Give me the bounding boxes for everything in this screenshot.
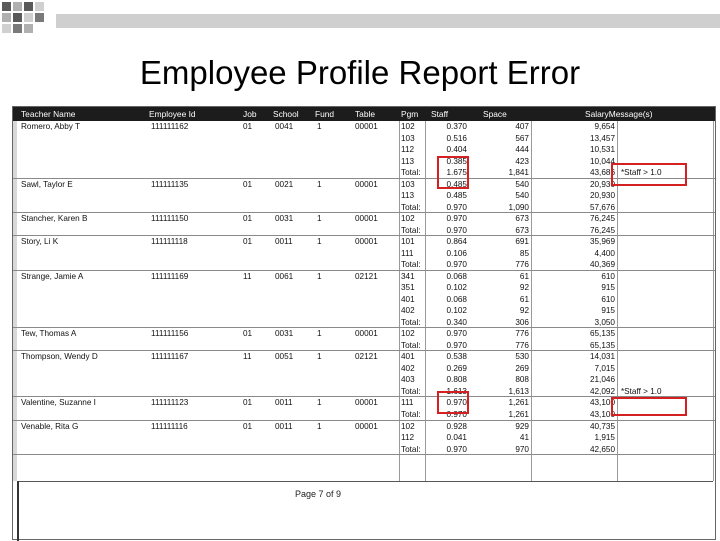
cell-salary: 4,400: [594, 248, 615, 258]
cell-employee-id: 111111150: [151, 214, 189, 224]
report-header-row: [13, 107, 715, 121]
cell-employee-id: 111111156: [151, 329, 189, 339]
cell-staff: 0.864: [446, 237, 467, 247]
cell-job: 11: [243, 352, 252, 362]
table-row: [13, 363, 715, 375]
cell-staff: 0.106: [446, 248, 467, 258]
cell-job: 01: [243, 237, 253, 247]
cell-salary: 42,650: [589, 444, 615, 454]
col-header-salary-messages: SalaryMessage(s): [585, 109, 653, 119]
cell-salary: 57,676: [589, 202, 615, 212]
cell-employee-id: 111111162: [151, 122, 189, 131]
table-row: [13, 190, 715, 202]
cell-pgm: 111: [401, 398, 414, 408]
cell-school: 0021: [275, 179, 294, 189]
cell-space: 41: [519, 433, 529, 443]
cell-staff: 0.068: [446, 294, 467, 304]
table-row: [13, 236, 715, 248]
col-header-table: Table: [355, 109, 376, 119]
cell-job: 11: [243, 271, 252, 281]
cell-staff: 0.970: [446, 444, 467, 454]
cell-salary: 43,100: [589, 398, 615, 408]
table-row: [13, 421, 715, 433]
table-row: [13, 282, 715, 294]
report-bottom-rule: [17, 481, 713, 482]
cell-table: 00001: [355, 329, 378, 339]
cell-space: 444: [515, 145, 529, 155]
cell-table: 00001: [355, 179, 378, 189]
table-row: [13, 455, 715, 467]
cell-employee-id: 111111167: [151, 352, 189, 362]
cell-staff: 0.970: [446, 202, 467, 212]
cell-job: 01: [243, 179, 253, 189]
table-row: [13, 144, 715, 156]
cell-pgm: Total:: [401, 202, 421, 212]
cell-pgm: Total:: [401, 317, 421, 327]
cell-teacher-name: Valentine, Suzanne I: [21, 398, 96, 408]
cell-space: 567: [515, 133, 529, 143]
cell-salary: 42,092: [589, 386, 615, 396]
table-row: [13, 259, 715, 271]
slide-corner-decoration: [0, 0, 60, 40]
cell-staff: 0.404: [446, 145, 467, 155]
error-highlight-message-2: [611, 397, 687, 416]
cell-pgm: 103: [401, 179, 415, 189]
cell-space: 1,261: [508, 410, 529, 419]
cell-school: 0031: [275, 214, 294, 224]
cell-staff: 0.970: [446, 410, 467, 419]
table-row: [13, 294, 715, 306]
cell-fund: 1: [317, 329, 322, 339]
table-row: [13, 444, 715, 456]
cell-pgm: 403: [401, 375, 415, 385]
cell-staff: 0.516: [446, 133, 467, 143]
cell-table: 02121: [355, 352, 378, 362]
table-row: [13, 225, 715, 237]
cell-pgm: Total:: [401, 168, 421, 178]
cell-staff: 0.808: [446, 375, 467, 385]
col-header-employee-id: Employee Id: [149, 109, 196, 119]
cell-pgm: 103: [401, 133, 415, 143]
cell-staff: 0.370: [446, 122, 467, 131]
cell-salary: 9,654: [594, 122, 615, 131]
cell-table: 00001: [355, 237, 378, 247]
cell-school: 0041: [275, 122, 294, 131]
table-row: [13, 167, 715, 179]
cell-teacher-name: Strange, Jamie A: [21, 271, 84, 281]
table-row: [13, 248, 715, 260]
cell-staff: 0.970: [446, 260, 467, 270]
cell-staff: 0.970: [446, 329, 467, 339]
cell-space: 1,090: [508, 202, 529, 212]
cell-space: 61: [519, 294, 529, 304]
page-footer: Page 7 of 9: [295, 489, 342, 499]
cell-salary: 610: [601, 294, 615, 304]
cell-salary: 65,135: [589, 329, 615, 339]
cell-pgm: 341: [401, 271, 415, 281]
col-header-teacher: Teacher Name: [21, 109, 76, 119]
cell-salary: 915: [601, 306, 615, 316]
cell-space: 1,841: [508, 168, 529, 178]
cell-staff: 0.970: [446, 214, 467, 224]
cell-space: 92: [519, 283, 529, 293]
cell-pgm: 113: [401, 191, 415, 201]
cell-table: 00001: [355, 122, 378, 131]
table-row: [13, 121, 715, 133]
cell-salary: 10,044: [589, 156, 615, 166]
cell-school: 0011: [275, 421, 293, 431]
cell-salary: 35,969: [589, 237, 615, 247]
cell-staff: 0.385: [446, 156, 467, 166]
cell-pgm: 402: [401, 363, 415, 373]
cell-job: 01: [243, 122, 253, 131]
cell-fund: 1: [317, 179, 322, 189]
table-row: [13, 397, 715, 409]
cell-employee-id: 111111169: [151, 271, 189, 281]
cell-pgm: 112: [401, 433, 415, 443]
table-row: [13, 340, 715, 352]
error-highlight-staff-1: [437, 156, 469, 189]
cell-pgm: Total:: [401, 410, 421, 419]
cell-space: 1,261: [508, 398, 529, 408]
cell-pgm: 111: [401, 248, 414, 258]
cell-space: 540: [515, 191, 529, 201]
cell-teacher-name: Sawl, Taylor E: [21, 179, 73, 189]
table-row: [13, 432, 715, 444]
col-header-staff: Staff: [431, 109, 449, 119]
cell-fund: 1: [317, 237, 322, 247]
cell-teacher-name: Thompson, Wendy D: [21, 352, 98, 362]
cell-pgm: Total:: [401, 225, 421, 235]
cell-teacher-name: Tew, Thomas A: [21, 329, 77, 339]
cell-staff: 0.340: [446, 317, 467, 327]
cell-staff: 0.485: [446, 191, 467, 201]
cell-pgm: 102: [401, 214, 415, 224]
cell-table: 00001: [355, 398, 378, 408]
table-row: [13, 409, 715, 421]
cell-space: 306: [515, 317, 529, 327]
cell-staff: 0.970: [446, 398, 467, 408]
cell-staff: 0.102: [446, 283, 467, 293]
table-row: [13, 374, 715, 386]
cell-employee-id: 111111118: [151, 237, 188, 247]
table-row: [13, 202, 715, 214]
cell-employee-id: 111111123: [151, 398, 189, 408]
cell-job: 01: [243, 214, 253, 224]
cell-salary: 40,369: [589, 260, 615, 270]
cell-staff: 0.538: [446, 352, 467, 362]
cell-fund: 1: [317, 352, 322, 362]
cell-staff: 1.613: [446, 386, 467, 396]
cell-table: 00001: [355, 421, 378, 431]
cell-space: 269: [515, 363, 529, 373]
col-header-job: Job: [243, 109, 257, 119]
cell-space: 540: [515, 179, 529, 189]
cell-job: 01: [243, 329, 253, 339]
cell-pgm: 102: [401, 122, 415, 131]
cell-space: 673: [515, 214, 529, 224]
cell-salary: 43,100: [589, 410, 615, 419]
table-row: [13, 133, 715, 145]
cell-school: 0031: [275, 329, 294, 339]
cell-message: *Staff > 1.0: [621, 168, 662, 178]
cell-teacher-name: Venable, Rita G: [21, 421, 79, 431]
cell-table: 00001: [355, 214, 378, 224]
error-highlight-message-1: [611, 163, 687, 186]
cell-space: 85: [519, 248, 529, 258]
cell-space: 530: [515, 352, 529, 362]
cell-salary: 7,015: [594, 363, 615, 373]
cell-staff: 0.970: [446, 340, 467, 350]
cell-fund: 1: [317, 122, 322, 131]
cell-employee-id: 111111116: [151, 421, 188, 431]
error-highlight-staff-2: [437, 391, 469, 414]
cell-pgm: Total:: [401, 386, 421, 396]
cell-salary: 43,686: [589, 168, 615, 178]
cell-space: 423: [515, 156, 529, 166]
cell-space: 776: [515, 329, 529, 339]
cell-pgm: 102: [401, 329, 415, 339]
cell-staff: 0.041: [446, 433, 467, 443]
report-page: [12, 106, 716, 540]
table-row: [13, 317, 715, 329]
cell-space: 407: [515, 122, 529, 131]
cell-space: 776: [515, 340, 529, 350]
cell-space: 1,613: [508, 386, 529, 396]
col-header-school: School: [273, 109, 299, 119]
cell-school: 0051: [275, 352, 294, 362]
cell-space: 691: [515, 237, 529, 247]
cell-teacher-name: Stancher, Karen B: [21, 214, 88, 224]
cell-salary: 76,245: [589, 214, 615, 224]
col-header-space: Space: [483, 109, 507, 119]
cell-space: 929: [515, 421, 529, 431]
table-row: [13, 179, 715, 191]
table-row: [13, 351, 715, 363]
cell-table: 02121: [355, 271, 378, 281]
report-binding-strip: [17, 481, 19, 541]
cell-staff: 0.269: [446, 363, 467, 373]
cell-staff: 0.485: [446, 179, 467, 189]
cell-pgm: 113: [401, 156, 415, 166]
slide-header-band: [56, 14, 720, 28]
table-row: [13, 328, 715, 340]
table-row: [13, 467, 715, 479]
cell-space: 673: [515, 225, 529, 235]
table-row: [13, 386, 715, 398]
cell-salary: 65,135: [589, 340, 615, 350]
cell-salary: 610: [601, 271, 615, 281]
cell-salary: 10,531: [589, 145, 615, 155]
col-header-pgm: Pgm: [401, 109, 419, 119]
table-row: [13, 213, 715, 225]
cell-pgm: 102: [401, 421, 415, 431]
cell-job: 01: [243, 421, 253, 431]
cell-staff: 0.928: [446, 421, 467, 431]
cell-salary: 76,245: [589, 225, 615, 235]
cell-salary: 20,930: [589, 191, 615, 201]
cell-space: 61: [519, 271, 529, 281]
cell-salary: 915: [601, 283, 615, 293]
cell-pgm: Total:: [401, 444, 421, 454]
cell-salary: 20,930: [589, 179, 615, 189]
cell-pgm: Total:: [401, 260, 421, 270]
cell-salary: 14,031: [589, 352, 615, 362]
cell-salary: 1,915: [594, 433, 615, 443]
cell-message: *Staff > 1.0: [621, 386, 662, 396]
cell-pgm: 401: [401, 352, 415, 362]
cell-space: 776: [515, 260, 529, 270]
cell-space: 970: [515, 444, 529, 454]
cell-pgm: 112: [401, 145, 415, 155]
cell-staff: 0.068: [446, 271, 467, 281]
cell-job: 01: [243, 398, 253, 408]
table-row: [13, 271, 715, 283]
cell-school: 0011: [275, 237, 293, 247]
cell-pgm: 101: [401, 237, 415, 247]
cell-staff: 1.675: [446, 168, 467, 178]
table-row: [13, 156, 715, 168]
cell-salary: 3,050: [594, 317, 615, 327]
cell-school: 0061: [275, 271, 294, 281]
cell-pgm: Total:: [401, 340, 421, 350]
cell-staff: 0.970: [446, 225, 467, 235]
cell-employee-id: 111111135: [151, 179, 189, 189]
cell-fund: 1: [317, 398, 322, 408]
cell-teacher-name: Story, Li K: [21, 237, 59, 247]
cell-school: 0011: [275, 398, 293, 408]
cell-staff: 0.102: [446, 306, 467, 316]
cell-salary: 40,735: [589, 421, 615, 431]
table-row: [13, 305, 715, 317]
cell-salary: 13,457: [589, 133, 615, 143]
cell-teacher-name: Romero, Abby T: [21, 122, 81, 131]
col-header-fund: Fund: [315, 109, 335, 119]
cell-salary: 21,046: [589, 375, 615, 385]
cell-pgm: 351: [401, 283, 415, 293]
cell-space: 92: [519, 306, 529, 316]
cell-fund: 1: [317, 421, 322, 431]
cell-pgm: 402: [401, 306, 415, 316]
cell-fund: 1: [317, 214, 322, 224]
slide-title: Employee Profile Report Error: [139, 54, 581, 91]
cell-pgm: 401: [401, 294, 415, 304]
cell-space: 808: [515, 375, 529, 385]
cell-fund: 1: [317, 271, 322, 281]
